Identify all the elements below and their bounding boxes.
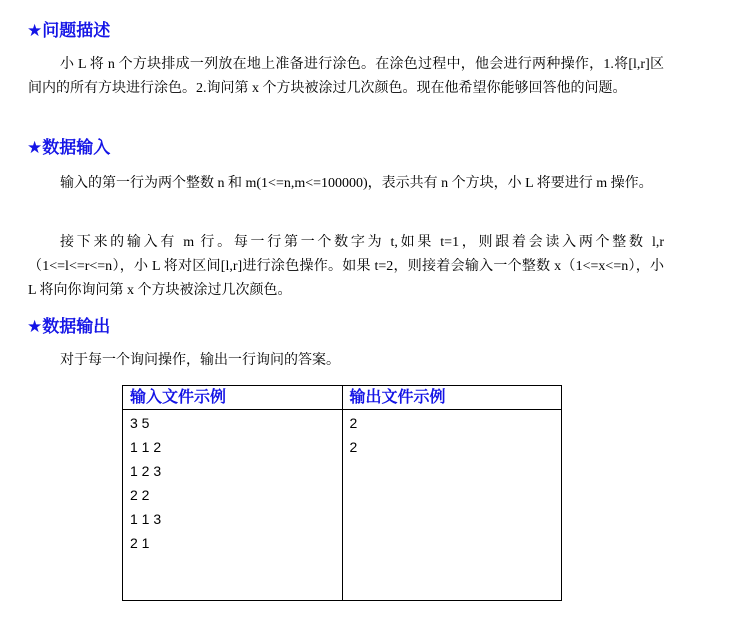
sample-output-line: 2 xyxy=(349,415,358,431)
sample-input-header: 输入文件示例 xyxy=(123,386,343,410)
sample-output-cell xyxy=(342,410,562,601)
sample-io-table xyxy=(122,385,562,601)
sample-output-header: 输出文件示例 xyxy=(342,386,562,410)
sample-input-line: 2 2 xyxy=(130,487,150,503)
heading-data-output: ★数据输出 xyxy=(27,317,111,337)
sample-input-line: 3 5 xyxy=(130,415,150,431)
sample-input-line: 1 1 2 xyxy=(130,439,162,455)
sample-input-line: 1 1 3 xyxy=(130,511,162,527)
sample-output-line: 2 xyxy=(349,439,358,455)
sample-input-cell xyxy=(123,410,343,601)
sample-input-line: 1 2 3 xyxy=(130,463,162,479)
description-paragraph: 小 L 将 n 个方块排成一列放在地上准备进行涂色。在涂色过程中，他会进行两种操作，1.将[l,r]区间内的所有方块进行涂色。2.询问第 x 个方块被涂过几次颜色。现在他希望你能够回答他的问题。 xyxy=(28,57,664,96)
output-paragraph: 对于每一个询问操作，输出一行询问的答案。 xyxy=(60,353,340,368)
input-paragraph-2: 接下来的输入有 m 行。每一行第一个数字为 t,如果 t=1，则跟着会读入两个整数 l,r（1<=l<=r<=n），小 L 将对区间[l,r]进行涂色操作。如果 t=2，则接着会输入一个整数 x（1<=x<=n），小 L 将向你询问第 x 个方块被涂过几次颜色。 xyxy=(28,235,664,298)
input-paragraph-1: 输入的第一行为两个整数 n 和 m(1<=n,m<=100000)，表示共有 n 个方块，小 L 将要进行 m 操作。 xyxy=(60,176,653,191)
heading-data-input: ★数据输入 xyxy=(27,138,111,158)
heading-problem-description: ★问题描述 xyxy=(27,21,111,41)
sample-input-line: 2 1 xyxy=(130,535,150,551)
